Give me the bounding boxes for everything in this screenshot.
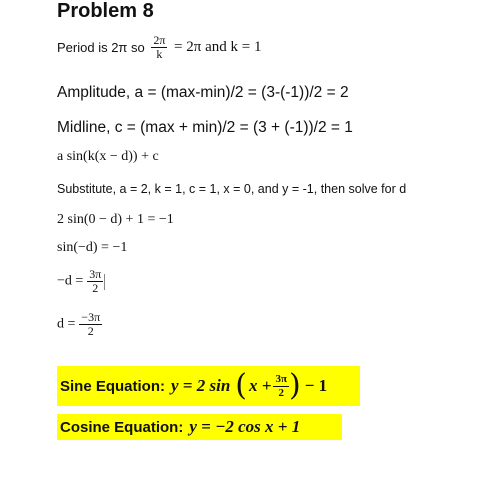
amplitude-line: Amplitude, a = (max-min)/2 = (3-(-1))/2 = 2 — [57, 84, 349, 101]
midline-line: Midline, c = (max + min)/2 = (3 + (-1))/2 = 1 — [57, 119, 353, 136]
step-3 — [57, 268, 105, 295]
step-4-lhs: d = — [57, 316, 76, 332]
period-prefix: Period is 2π so — [57, 40, 145, 56]
step-4-fraction — [79, 311, 102, 338]
step-1: 2 sin(0 − d) + 1 = −1 — [57, 212, 174, 227]
period-fraction-numerator: 2π — [153, 33, 166, 47]
left-paren-icon: ( — [235, 368, 247, 403]
cosine-equation-expr: y = −2 cos x + 1 — [189, 417, 301, 436]
step-4-numerator: −3π — [81, 310, 101, 324]
period-equation: = 2π and k = 1 — [174, 39, 262, 56]
sine-equation-x-part: x + — [249, 376, 272, 395]
sine-equation — [57, 366, 360, 406]
period-fraction — [151, 34, 167, 61]
sine-equation-numerator: 3π — [275, 373, 287, 386]
substitute-line: Substitute, a = 2, k = 1, c = 1, x = 0, and y = -1, then solve for d — [57, 182, 407, 196]
step-3-denominator: 2 — [92, 281, 99, 296]
period-line — [57, 34, 261, 61]
step-4-denominator: 2 — [87, 324, 94, 339]
period-fraction-denominator: k — [156, 47, 163, 62]
right-paren-icon: ) — [288, 368, 301, 403]
sine-equation-label: Sine Equation: — [60, 377, 165, 395]
text-cursor — [104, 274, 105, 290]
step-2: sin(−d) = −1 — [57, 240, 128, 255]
page-title: Problem 8 — [57, 0, 154, 22]
step-3-numerator: 3π — [89, 267, 102, 281]
sine-equation-denominator: 2 — [278, 386, 284, 399]
step-3-fraction — [87, 268, 103, 295]
step-3-lhs: −d = — [57, 273, 84, 289]
sine-equation-tail: − 1 — [304, 376, 328, 395]
general-form: a sin(k(x − d)) + c — [57, 149, 159, 164]
cosine-equation-label: Cosine Equation: — [60, 418, 184, 436]
step-4 — [57, 311, 102, 338]
sine-equation-fraction — [273, 373, 289, 398]
cosine-equation — [57, 414, 342, 440]
sine-equation-lhs: y = 2 sin — [171, 376, 231, 395]
